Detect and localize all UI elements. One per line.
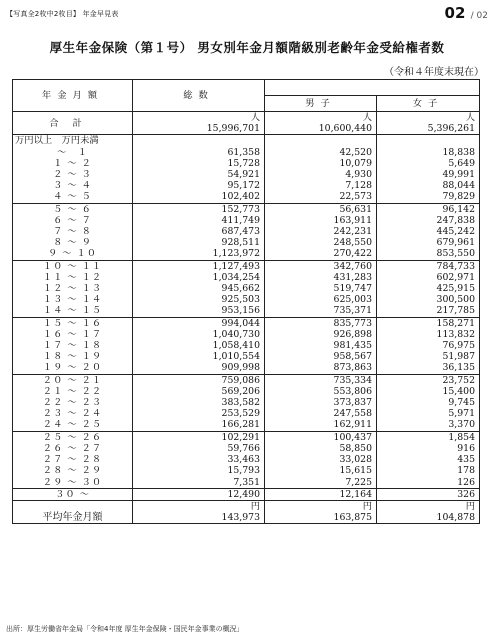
table-row [13,283,480,294]
total-cell: 411,749 [133,215,265,226]
average-male-value: 163,875 [333,512,372,524]
total-cell: 687,473 [133,226,265,237]
male-cell: 15,615 [265,465,377,476]
table-row [13,454,480,465]
female-cell: 217,785 [377,305,480,317]
band-cell: １ ～ ２ [13,158,133,169]
total-cell: 152,773 [133,203,265,215]
male-cell: 835,773 [265,317,377,329]
band-cell: ２１ ～ ２２ [13,386,133,397]
female-cell: 326 [377,488,480,500]
range-header-row [13,135,480,147]
table-title: 厚生年金保険（第１号） 男女別年金月額階級別老齢年金受給権者数 [49,40,445,55]
table-row [13,260,480,272]
table-row [13,203,480,215]
total-row [13,112,480,135]
table-row [13,443,480,454]
total-cell: 33,463 [133,454,265,465]
table-row [13,362,480,374]
total-cell: 54,921 [133,169,265,180]
total-cell: 928,511 [133,237,265,248]
total-cell: 1,127,493 [133,260,265,272]
male-cell: 162,911 [265,419,377,431]
table-row [13,169,480,180]
total-cell: 925,503 [133,294,265,305]
total-cell: 569,206 [133,386,265,397]
total-cell: 7,351 [133,477,265,489]
table-row [13,215,480,226]
male-cell: 33,028 [265,454,377,465]
total-cell: 1,040,730 [133,329,265,340]
total-all [133,112,265,135]
average-total-value: 143,973 [221,512,260,524]
total-cell: 102,291 [133,431,265,443]
table-row [13,465,480,476]
male-cell: 7,128 [265,180,377,191]
female-cell: 435 [377,454,480,465]
band-cell: ２８ ～ ２９ [13,465,133,476]
total-cell: 15,793 [133,465,265,476]
band-cell: ５ ～ ６ [13,203,133,215]
male-cell: 958,567 [265,351,377,362]
unit-yen: 円 [465,500,475,512]
band-cell: １２ ～ １３ [13,283,133,294]
band-cell: ２７ ～ ２８ [13,454,133,465]
female-cell: 126 [377,477,480,489]
unit-people: 人 [250,112,260,123]
male-cell: 58,850 [265,443,377,454]
average-total [133,500,265,523]
band-cell: ３０ ～ [13,488,133,500]
table-row [13,294,480,305]
male-cell: 12,164 [265,488,377,500]
page-total: / 02 [470,11,488,21]
male-cell: 342,760 [265,260,377,272]
female-cell: 300,500 [377,294,480,305]
total-cell: 909,998 [133,362,265,374]
band-cell: １３ ～ １４ [13,294,133,305]
female-cell: 18,838 [377,147,480,158]
total-cell: 953,156 [133,305,265,317]
page-current: 02 [444,4,466,22]
total-female [377,112,480,135]
band-cell: ３ ～ ４ [13,180,133,191]
male-cell: 56,631 [265,203,377,215]
female-cell: 76,975 [377,340,480,351]
total-cell: 1,010,554 [133,351,265,362]
table-row [13,226,480,237]
male-cell: 7,225 [265,477,377,489]
table-row [13,317,480,329]
unit-people: 人 [362,112,372,123]
pension-table [12,79,480,524]
table-row [13,329,480,340]
female-cell: 51,987 [377,351,480,362]
female-cell: 3,370 [377,419,480,431]
male-cell: 4,930 [265,169,377,180]
band-cell: １４ ～ １５ [13,305,133,317]
col-header-blank [265,80,377,96]
table-row [13,386,480,397]
band-cell: ２０ ～ ２１ [13,374,133,386]
average-body [13,500,480,523]
band-cell: ６ ～ ７ [13,215,133,226]
band-cell: ２９ ～ ３０ [13,477,133,489]
table-row [13,248,480,260]
as-of-date: （令和４年度末現在） [384,67,484,78]
male-cell: 100,437 [265,431,377,443]
source-footer: 出所：厚生労働省年金局「令和4年度 厚生年金保険・国民年金事業の概況」 [6,625,244,633]
female-cell: 425,915 [377,283,480,294]
table-row [13,431,480,443]
table-row [13,340,480,351]
total-male-value: 10,600,440 [318,123,372,135]
header-tag: 【写真全2枚中2枚目】 年金早見表 [6,10,119,18]
band-cell: ２６ ～ ２７ [13,443,133,454]
band-cell: ２ ～ ３ [13,169,133,180]
table-row [13,180,480,191]
female-cell: 445,242 [377,226,480,237]
male-cell: 735,371 [265,305,377,317]
table-row [13,147,480,158]
female-cell: 23,752 [377,374,480,386]
top-bar [6,6,488,22]
total-cell: 759,086 [133,374,265,386]
female-cell: 679,961 [377,237,480,248]
total-cell: 166,281 [133,419,265,431]
male-cell: 22,573 [265,191,377,203]
male-cell: 981,435 [265,340,377,351]
female-cell: 36,135 [377,362,480,374]
total-cell: 253,529 [133,408,265,419]
average-label: 平均年金月額 [13,500,133,523]
total-cell: 994,044 [133,317,265,329]
band-cell: ２４ ～ ２５ [13,419,133,431]
total-female-value: 5,396,261 [427,123,475,135]
female-cell: 916 [377,443,480,454]
total-cell: 61,358 [133,147,265,158]
band-cell: １９ ～ ２０ [13,362,133,374]
col-header-blank2 [377,80,480,96]
total-cell: 12,490 [133,488,265,500]
table-row [13,477,480,489]
total-all-value: 15,996,701 [206,123,260,135]
table-row [13,237,480,248]
female-cell: 5,649 [377,158,480,169]
table-row [13,191,480,203]
female-cell: 15,400 [377,386,480,397]
total-label: 合計 [13,112,133,135]
band-cell: ２５ ～ ２６ [13,431,133,443]
male-cell: 247,558 [265,408,377,419]
band-cell: ２３ ～ ２４ [13,408,133,419]
data-table-wrapper [12,79,479,524]
female-cell: 784,733 [377,260,480,272]
male-cell: 242,231 [265,226,377,237]
total-cell: 95,172 [133,180,265,191]
average-female-value: 104,878 [436,512,475,524]
band-cell: ７ ～ ８ [13,226,133,237]
total-male [265,112,377,135]
female-cell: 158,271 [377,317,480,329]
total-cell: 383,582 [133,397,265,408]
band-cell: １０ ～ １１ [13,260,133,272]
male-cell: 163,911 [265,215,377,226]
table-row [13,397,480,408]
table-row [13,408,480,419]
band-cell: １６ ～ １７ [13,329,133,340]
female-cell: 853,550 [377,248,480,260]
male-cell: 553,806 [265,386,377,397]
total-cell: 102,402 [133,191,265,203]
band-cell: ～ １ [13,147,133,158]
female-cell: 96,142 [377,203,480,215]
female-cell: 602,971 [377,272,480,283]
total-cell: 1,123,972 [133,248,265,260]
col-header-total: 総数 [133,80,265,112]
female-cell: 9,745 [377,397,480,408]
male-cell: 873,863 [265,362,377,374]
male-cell: 42,520 [265,147,377,158]
band-cell: １７ ～ １８ [13,340,133,351]
total-cell: 15,728 [133,158,265,169]
male-cell: 431,283 [265,272,377,283]
band-cell: ２２ ～ ２３ [13,397,133,408]
table-row [13,351,480,362]
table-row [13,374,480,386]
band-cell: １５ ～ １６ [13,317,133,329]
total-cell: 1,034,254 [133,272,265,283]
unit-yen: 円 [250,500,260,512]
table-row [13,305,480,317]
female-cell: 247,838 [377,215,480,226]
band-cell: １１ ～ １２ [13,272,133,283]
band-cell: ９ ～ １０ [13,248,133,260]
female-cell: 49,991 [377,169,480,180]
unit-yen: 円 [362,500,372,512]
band-cell: １８ ～ １９ [13,351,133,362]
male-cell: 735,334 [265,374,377,386]
table-row [13,272,480,283]
female-cell: 178 [377,465,480,476]
unit-people: 人 [465,112,475,123]
total-cell: 945,662 [133,283,265,294]
male-cell: 248,550 [265,237,377,248]
average-male [265,500,377,523]
male-cell: 926,898 [265,329,377,340]
range-header: 万円以上 万円未満 [13,135,133,147]
table-row [13,488,480,500]
table-row [13,158,480,169]
col-header-female: 女子 [377,96,480,112]
male-cell: 519,747 [265,283,377,294]
band-cell: ８ ～ ９ [13,237,133,248]
table-row [13,419,480,431]
female-cell: 79,829 [377,191,480,203]
average-row [13,500,480,523]
average-female [377,500,480,523]
female-cell: 113,832 [377,329,480,340]
male-cell: 270,422 [265,248,377,260]
band-cell: ４ ～ ５ [13,191,133,203]
col-header-male: 男子 [265,96,377,112]
col-header-band: 年金月額 [13,80,133,112]
female-cell: 88,044 [377,180,480,191]
total-cell: 1,058,410 [133,340,265,351]
male-cell: 625,003 [265,294,377,305]
total-cell: 59,766 [133,443,265,454]
female-cell: 1,854 [377,431,480,443]
male-cell: 10,079 [265,158,377,169]
female-cell: 5,971 [377,408,480,419]
page-number [445,4,488,22]
male-cell: 373,837 [265,397,377,408]
table-body [13,112,480,501]
